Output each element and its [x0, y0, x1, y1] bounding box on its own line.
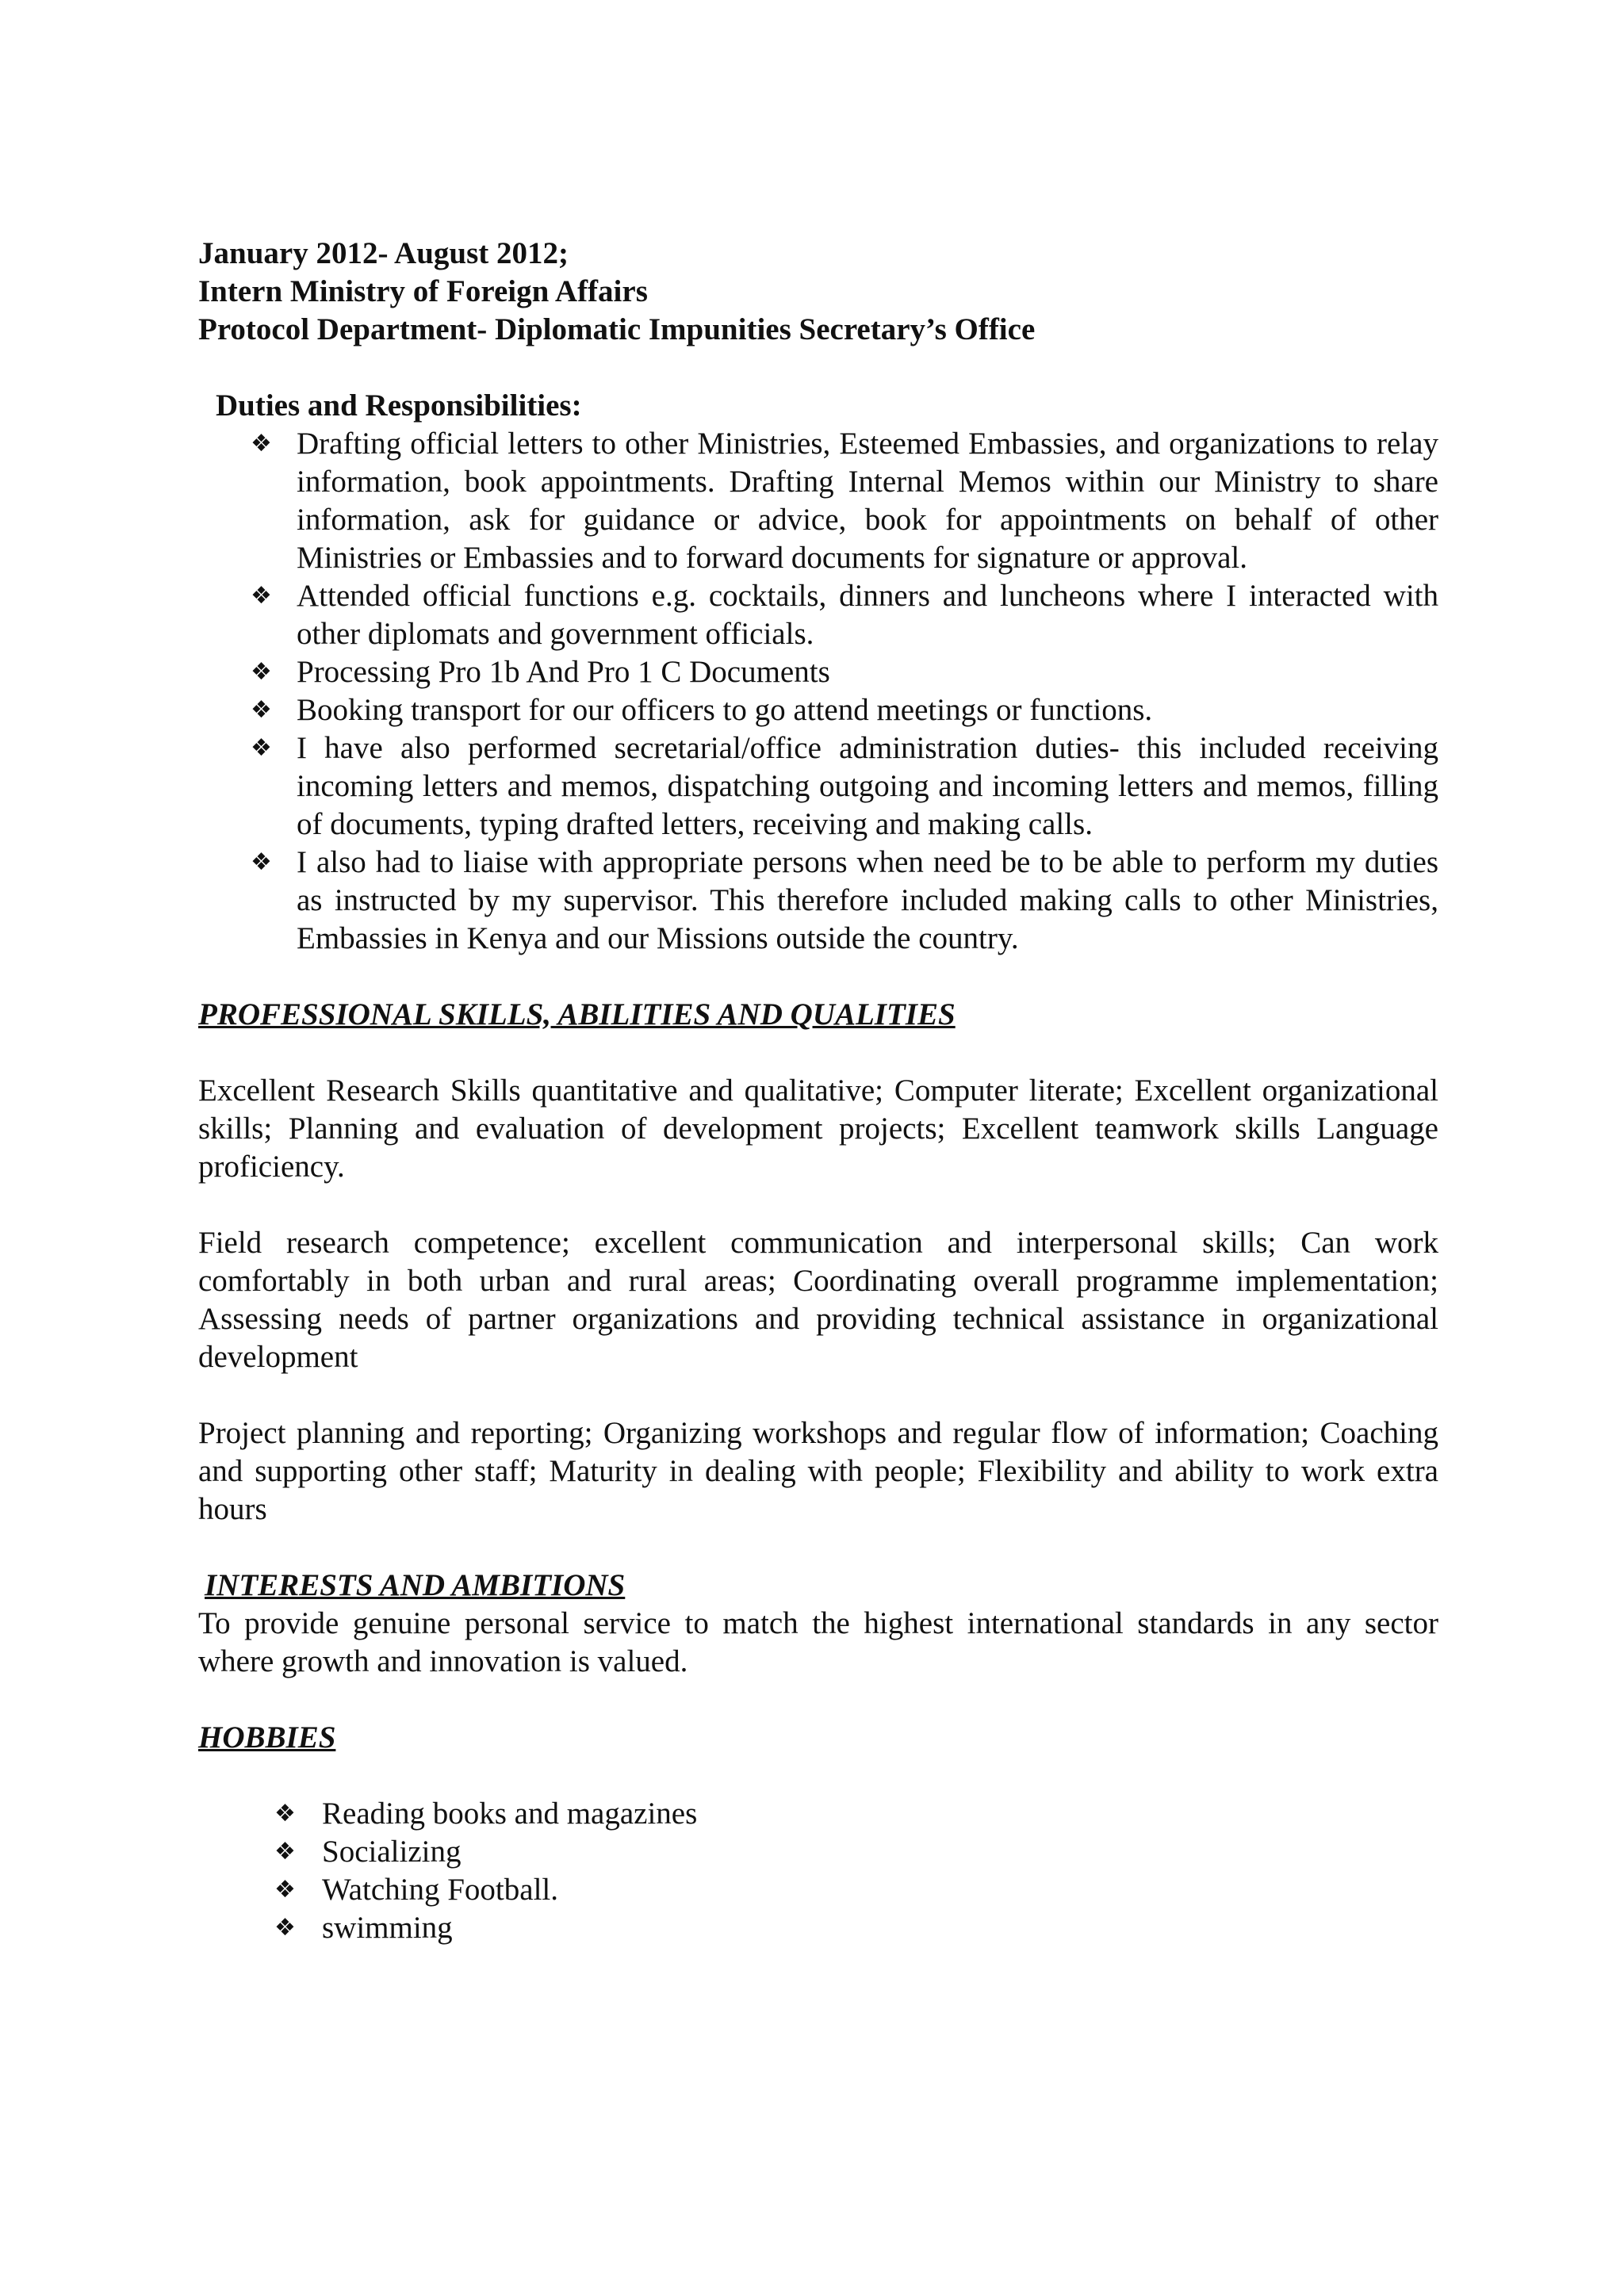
skills-paragraph-1: Excellent Research Skills quantitative and qualitative; Computer literate; Excellent organizational skills; Planning and evaluation of development projects; Excellent teamwork skills Language proficiency.: [198, 1073, 1438, 1184]
diamond-bullet-icon: ❖: [251, 848, 272, 876]
list-item: ❖ I have also performed secretarial/office administration duties- this included receiving incoming letters and memos, dispatching outgoing and incoming letters and memos, filling of documents, typing drafted letters, receiving and making calls.: [251, 731, 1438, 841]
list-item: ❖ Reading books and magazines: [198, 1795, 1438, 1833]
list-item: ❖ Watching Football.: [198, 1871, 1438, 1909]
skills-paragraph-3: Project planning and reporting; Organizing workshops and regular flow of information; Coaching and supporting other staff; Maturity in dealing with people; Flexibility and ability to work extra hours: [198, 1416, 1438, 1526]
list-item: ❖ swimming: [198, 1909, 1438, 1947]
interests-title: INTERESTS AND AMBITIONS: [205, 1568, 626, 1602]
job-position: Intern Ministry of Foreign Affairs: [198, 274, 648, 308]
diamond-bullet-icon: ❖: [251, 658, 272, 686]
hobbies-list: [198, 1795, 1438, 1947]
list-item: ❖ I also had to liaise with appropriate persons when need be to be able to perform my duties as instructed by my supervisor. This therefore included making calls to other Ministries, Embassies in Kenya and our Missions outside the country.: [251, 845, 1438, 955]
list-item: ❖ Attended official functions e.g. cocktails, dinners and luncheons where I interacted with other diplomats and government officials.: [251, 579, 1438, 651]
interests-text: To provide genuine personal service to match the highest international standards in any sector where growth and innovation is valued.: [198, 1606, 1438, 1678]
experience-heading: [198, 235, 1438, 349]
list-item: ❖ Processing Pro 1b And Pro 1 C Documents: [198, 653, 1438, 691]
diamond-bullet-icon: ❖: [274, 1876, 296, 1904]
diamond-bullet-icon: ❖: [251, 696, 272, 724]
diamond-bullet-icon: ❖: [251, 734, 272, 762]
list-item: ❖ Drafting official letters to other Ministries, Esteemed Embassies, and organizations to relay information, book appointments. Drafting Internal Memos within our Ministry to share information, ask for guidance or advice, book for appointments on behalf of other Ministries or Embassies and to forward documents for signature or approval.: [251, 427, 1438, 575]
list-item: ❖ Socializing: [198, 1833, 1438, 1871]
duties-list: [198, 425, 1438, 958]
diamond-bullet-icon: ❖: [251, 582, 272, 610]
duties-title: Duties and Responsibilities:: [216, 388, 582, 423]
skills-paragraph-2: Field research competence; excellent communication and interpersonal skills; Can work comfortably in both urban and rural areas; Coordinating overall programme implementation; Assessing needs of partner organizations and providing technical assistance in organizational development: [198, 1226, 1438, 1374]
diamond-bullet-icon: ❖: [251, 430, 272, 457]
resume-page: [198, 235, 1438, 1947]
diamond-bullet-icon: ❖: [274, 1800, 296, 1827]
hobbies-title: HOBBIES: [198, 1720, 336, 1755]
employment-dates: January 2012- August 2012;: [198, 236, 569, 270]
diamond-bullet-icon: ❖: [274, 1838, 296, 1866]
skills-title: PROFESSIONAL SKILLS, ABILITIES AND QUALITIES: [198, 997, 956, 1031]
department-name: Protocol Department- Diplomatic Impunities Secretary’s Office: [198, 312, 1036, 346]
diamond-bullet-icon: ❖: [274, 1914, 296, 1942]
list-item: ❖ Booking transport for our officers to go attend meetings or functions.: [198, 691, 1438, 729]
